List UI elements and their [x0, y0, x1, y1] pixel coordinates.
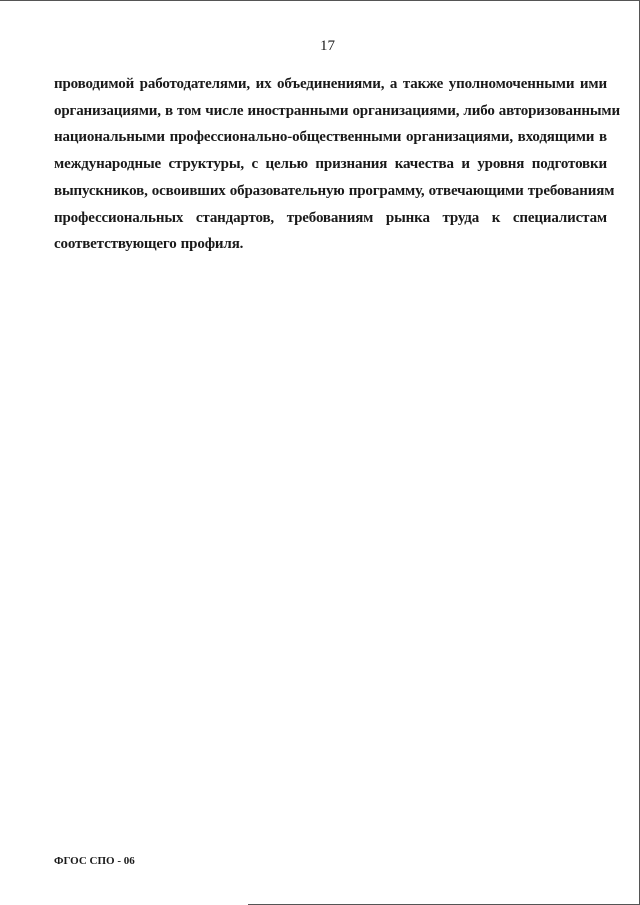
paragraph-line: проводимой работодателями, их объединениями, а также уполномоченными ими — [54, 76, 607, 92]
paragraph-line: профессиональных стандартов, требованиям рынка труда к специалистам — [54, 209, 607, 226]
paragraph-line: организациями, в том числе иностранными организациями, либо авторизованными — [54, 102, 620, 119]
paragraph-line: международные структуры, с целью признания качества и уровня подготовки — [54, 156, 607, 173]
page-number: 17 — [320, 38, 335, 54]
paragraph-line: национальными профессионально-общественными организациями, входящими в — [54, 129, 607, 146]
footer-document-code: ФГОС СПО - 06 — [54, 855, 135, 867]
body-paragraph — [54, 71, 620, 258]
paragraph-line: соответствующего профиля. — [54, 236, 244, 253]
paragraph-line: выпускников, освоивших образовательную программу, отвечающими требованиям — [54, 182, 615, 199]
